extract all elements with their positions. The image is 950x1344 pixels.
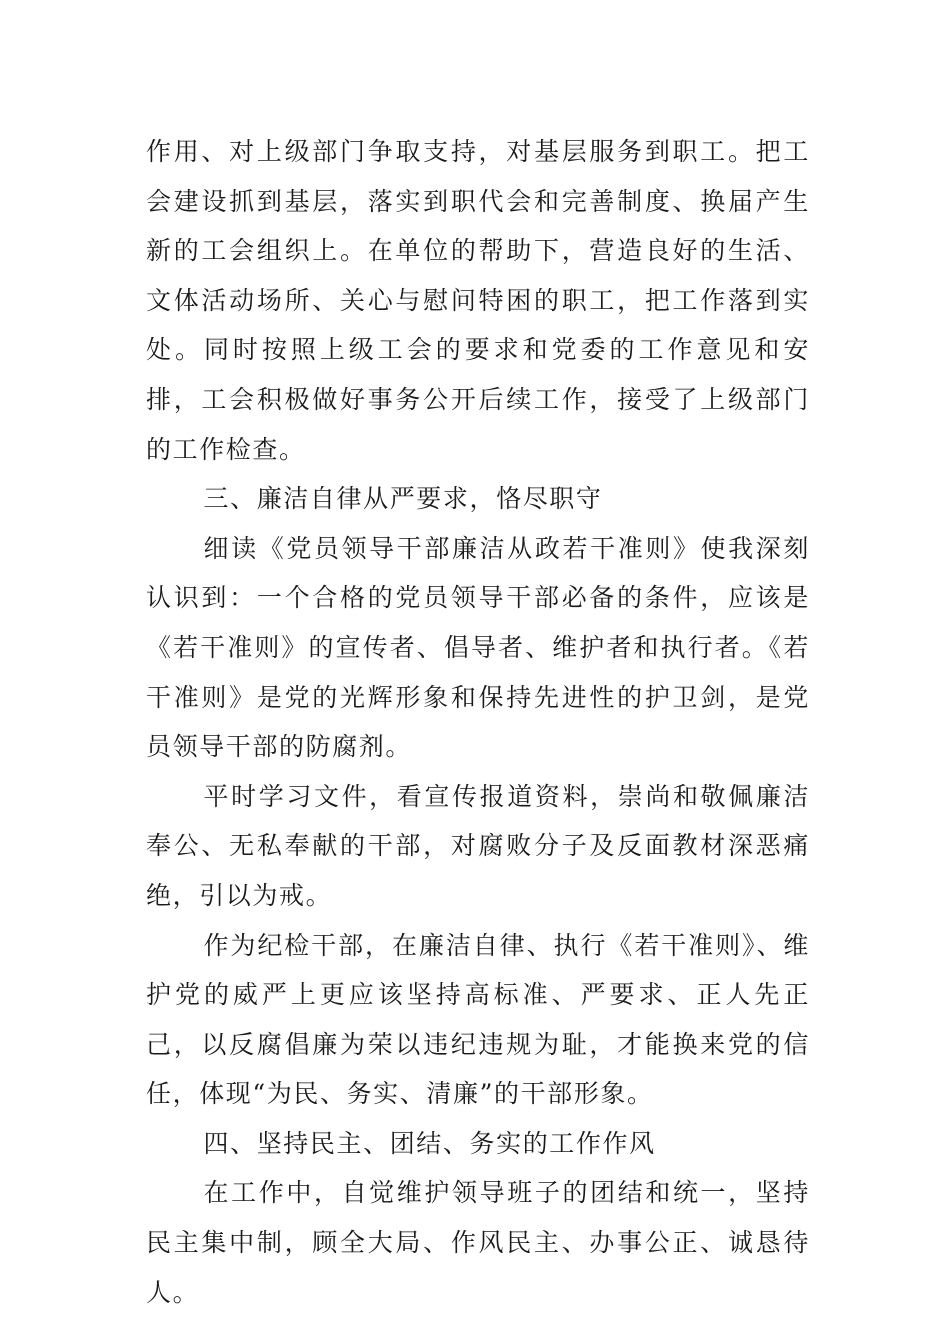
section-heading-three: 三、廉洁自律从严要求，恪尽职守 — [203, 484, 603, 514]
paragraph-unity: 在工作中，自觉维护领导班子的团结和统一，坚持民主集中制，顾全大局、作风民主、办事公正、诚恳待人。 — [146, 1178, 810, 1307]
paragraph-discipline-cadre: 作为纪检干部，在廉洁自律、执行《若干准则》、维护党的威严上更应该坚持高标准、严要求、正人先正己，以反腐倡廉为荣以违纪违规为耻，才能换来党的信任，体现“为民、务实、清廉”的干部形象。 — [146, 930, 810, 1109]
document-body — [146, 127, 810, 1317]
paragraph-union-work: 作用、对上级部门争取支持，对基层服务到职工。把工会建设抓到基层，落实到职代会和完善制度、换届产生新的工会组织上。在单位的帮助下，营造良好的生活、文体活动场所、关心与慰问特困的职工，把工作落到实处。同时按照上级工会的要求和党委的工作意见和安排，工会积极做好事务公开后续工作，接受了上级部门的工作检查。 — [146, 137, 810, 464]
section-heading-four: 四、坚持民主、团结、务实的工作作风 — [203, 1128, 656, 1158]
paragraph-guidelines: 细读《党员领导干部廉洁从政若干准则》使我深刻认识到：一个合格的党员领导干部必备的条件，应该是《若干准则》的宣传者、倡导者、维护者和执行者。《若干准则》是党的光辉形象和保持先进性的护卫剑，是党员领导干部的防腐剂。 — [146, 533, 810, 762]
paragraph-study: 平时学习文件，看宣传报道资料，崇尚和敬佩廉洁奉公、无私奉献的干部，对腐败分子及反面教材深恶痛绝，引以为戒。 — [146, 781, 810, 910]
